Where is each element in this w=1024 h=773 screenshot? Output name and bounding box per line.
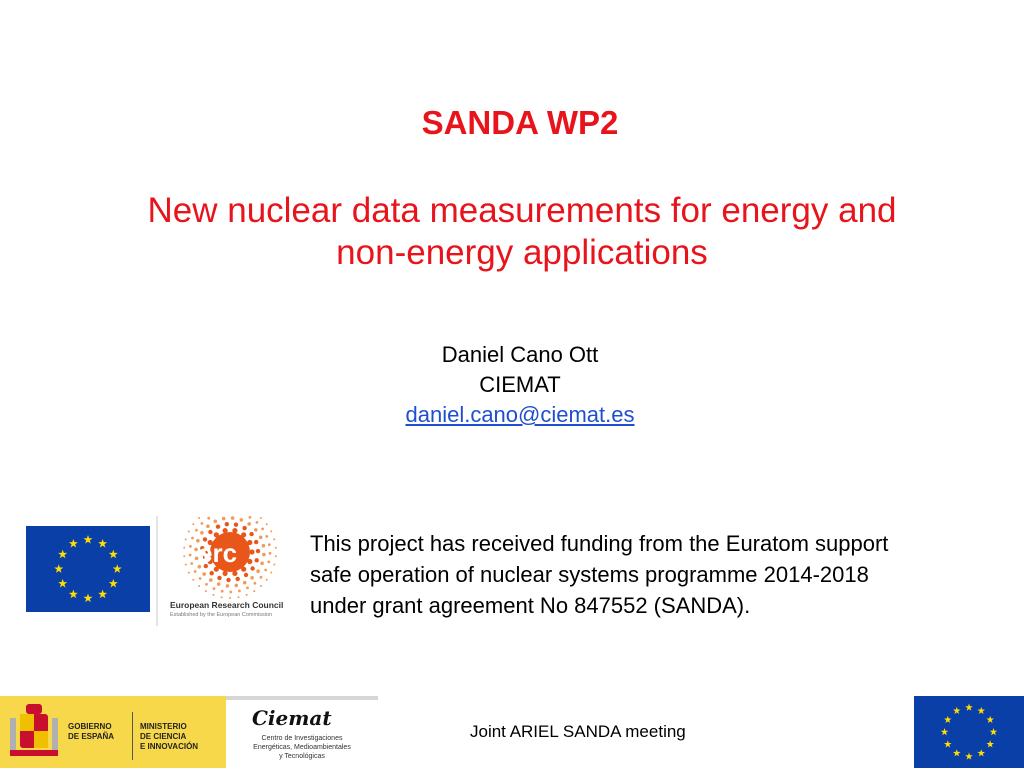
erc-dot: [250, 566, 254, 570]
erc-dot: [242, 526, 246, 530]
erc-dot: [195, 529, 198, 532]
erc-dot: [256, 569, 260, 573]
coat-of-arms-icon: [6, 700, 62, 764]
erc-dot: [249, 532, 253, 536]
erc-dot: [261, 528, 264, 531]
gob-line-1: GOBIERNO: [68, 722, 112, 731]
eu-star-icon: [69, 590, 78, 599]
min-line-1: MINISTERIO: [140, 722, 187, 731]
eu-star-icon: [986, 716, 994, 723]
erc-dot: [210, 571, 214, 575]
erc-dot: [221, 590, 224, 593]
erc-dot: [269, 552, 272, 555]
erc-dot: [226, 584, 230, 588]
eu-star-icon: [84, 535, 93, 544]
erc-dot: [229, 597, 231, 599]
erc-dot: [255, 558, 259, 562]
min-line-2: DE CIENCIA: [140, 732, 187, 741]
erc-dot: [267, 561, 270, 564]
erc-dot: [209, 578, 213, 582]
erc-dot: [249, 516, 252, 519]
erc-dot: [238, 596, 240, 598]
erc-dot: [250, 576, 254, 580]
author-email-link[interactable]: daniel.cano@ciemat.es: [405, 402, 635, 427]
author-affiliation: CIEMAT: [479, 372, 561, 397]
erc-dot: [199, 577, 202, 580]
slide-subtitle: [60, 190, 984, 274]
erc-dot: [254, 540, 258, 544]
erc-dot: [262, 544, 266, 548]
subtitle-line-2: non-energy applications: [336, 233, 708, 272]
erc-mark: erc: [198, 538, 238, 568]
erc-dot: [202, 572, 206, 576]
eu-star-icon: [953, 749, 961, 756]
eu-star-icon: [953, 707, 961, 714]
erc-dot: [246, 587, 249, 590]
erc-dot: [185, 564, 187, 566]
erc-dot: [221, 596, 223, 598]
erc-dot: [188, 572, 190, 574]
funding-statement: [310, 528, 1010, 621]
eu-star-icon: [965, 704, 973, 711]
eu-flag-footer-logo: [914, 696, 1024, 768]
erc-dot: [256, 549, 260, 553]
gobierno-label: [68, 722, 114, 742]
eu-star-icon: [944, 740, 952, 747]
erc-dot: [205, 590, 207, 592]
erc-dot: [268, 543, 271, 546]
eu-star-icon: [113, 564, 122, 573]
footer-meeting: Joint ARIEL SANDA meeting: [470, 722, 686, 741]
erc-dot: [236, 577, 240, 581]
erc-dot: [244, 573, 248, 577]
ministerio-label: [140, 722, 198, 752]
eu-flag-logo: [26, 526, 150, 612]
erc-dot: [275, 547, 277, 549]
erc-dot: [183, 555, 185, 557]
erc-dot: [206, 524, 210, 528]
eu-star-icon: [941, 728, 949, 735]
erc-dot: [234, 523, 238, 527]
eu-star-icon: [54, 564, 63, 573]
erc-dot: [217, 576, 221, 580]
erc-dot: [254, 528, 258, 532]
erc-dot: [194, 570, 197, 573]
author-block: [300, 340, 740, 430]
erc-dot: [238, 590, 241, 593]
author-name: Daniel Cano Ott: [441, 342, 599, 367]
eu-star-icon: [977, 707, 985, 714]
eu-star-icon: [990, 728, 998, 735]
eu-star-icon: [98, 590, 107, 599]
erc-subtitle: Established by the European Commission: [170, 612, 273, 618]
erc-dot: [264, 569, 267, 572]
eu-star-icon: [84, 594, 93, 603]
eu-star-icon: [109, 550, 118, 559]
erc-dot: [217, 582, 221, 586]
erc-dot: [247, 522, 251, 526]
eu-star-icon: [944, 716, 952, 723]
eu-star-icon: [58, 579, 67, 588]
erc-dot: [189, 545, 192, 548]
erc-dot: [235, 584, 239, 588]
erc-dot: [225, 522, 229, 526]
erc-dot: [260, 576, 263, 579]
erc-dot: [273, 564, 275, 566]
erc-dot: [266, 579, 268, 581]
ciemat-logo: Ciemat: [252, 706, 332, 730]
erc-dot: [192, 523, 194, 525]
funding-line-3: under grant agreement No 847552 (SANDA).: [310, 593, 751, 618]
min-line-3: E INNOVACIÓN: [140, 742, 199, 751]
eu-star-icon: [109, 579, 118, 588]
erc-dot: [226, 578, 230, 582]
erc-dot: [273, 538, 275, 540]
erc-dot: [246, 594, 248, 596]
eu-star-icon: [977, 749, 985, 756]
erc-dot: [275, 555, 277, 557]
erc-dot: [183, 547, 185, 549]
erc-dot: [270, 530, 272, 532]
gov-divider: [132, 712, 133, 760]
erc-dot: [214, 520, 218, 524]
erc-dot: [212, 594, 214, 596]
eu-star-icon: [965, 753, 973, 760]
erc-dot: [213, 587, 216, 590]
erc-dot: [243, 581, 247, 585]
erc-dot: [249, 549, 254, 554]
eu-stars-icon: [914, 696, 1024, 768]
erc-dot: [201, 522, 204, 525]
erc-dot: [222, 517, 226, 521]
erc-name: European Research Council: [170, 600, 284, 610]
erc-dot: [256, 521, 259, 524]
erc-dot: [200, 531, 204, 535]
eu-stars-icon: [26, 526, 150, 612]
erc-dot: [260, 562, 264, 566]
erc-dot: [260, 517, 262, 519]
erc-dot: [270, 572, 272, 574]
erc-dot: [231, 516, 235, 520]
slide-title: SANDA WP2: [421, 104, 619, 141]
funding-line-1: This project has received funding from the Euratom support: [310, 531, 889, 556]
eu-star-icon: [58, 550, 67, 559]
erc-dot: [190, 562, 193, 565]
funding-line-2: safe operation of nuclear systems programme 2014-2018: [310, 562, 869, 587]
erc-dot: [192, 579, 194, 581]
eu-star-icon: [69, 539, 78, 548]
erc-dot: [189, 554, 192, 557]
ciemat-subtitle: [232, 734, 372, 761]
erc-dot: [253, 590, 255, 592]
subtitle-line-1: New nuclear data measurements for energy and: [147, 191, 897, 230]
erc-dot: [265, 535, 268, 538]
erc-dot: [254, 582, 257, 585]
erc-dot: [260, 585, 262, 587]
erc-dot: [229, 591, 232, 594]
erc-dot: [205, 583, 208, 586]
erc-dot: [185, 539, 187, 541]
erc-dot: [266, 523, 268, 525]
erc-dot: [208, 530, 212, 534]
eu-star-icon: [986, 740, 994, 747]
erc-dot: [188, 531, 190, 533]
erc-dot: [262, 553, 266, 557]
gob-line-2: DE ESPAÑA: [68, 732, 115, 741]
erc-dot: [216, 525, 220, 529]
ciemat-sub-3: y Tecnológicas: [279, 753, 325, 760]
eu-star-icon: [98, 539, 107, 548]
erc-dot: [207, 517, 210, 520]
erc-dot: [240, 518, 244, 522]
erc-dot: [198, 585, 200, 587]
erc-dot: [259, 536, 263, 540]
ciemat-sub-2: Energéticas, Medioambientales: [253, 744, 351, 751]
ciemat-sub-1: Centro de Investigaciones: [261, 735, 343, 742]
erc-dot: [198, 517, 200, 519]
erc-dot: [191, 537, 194, 540]
